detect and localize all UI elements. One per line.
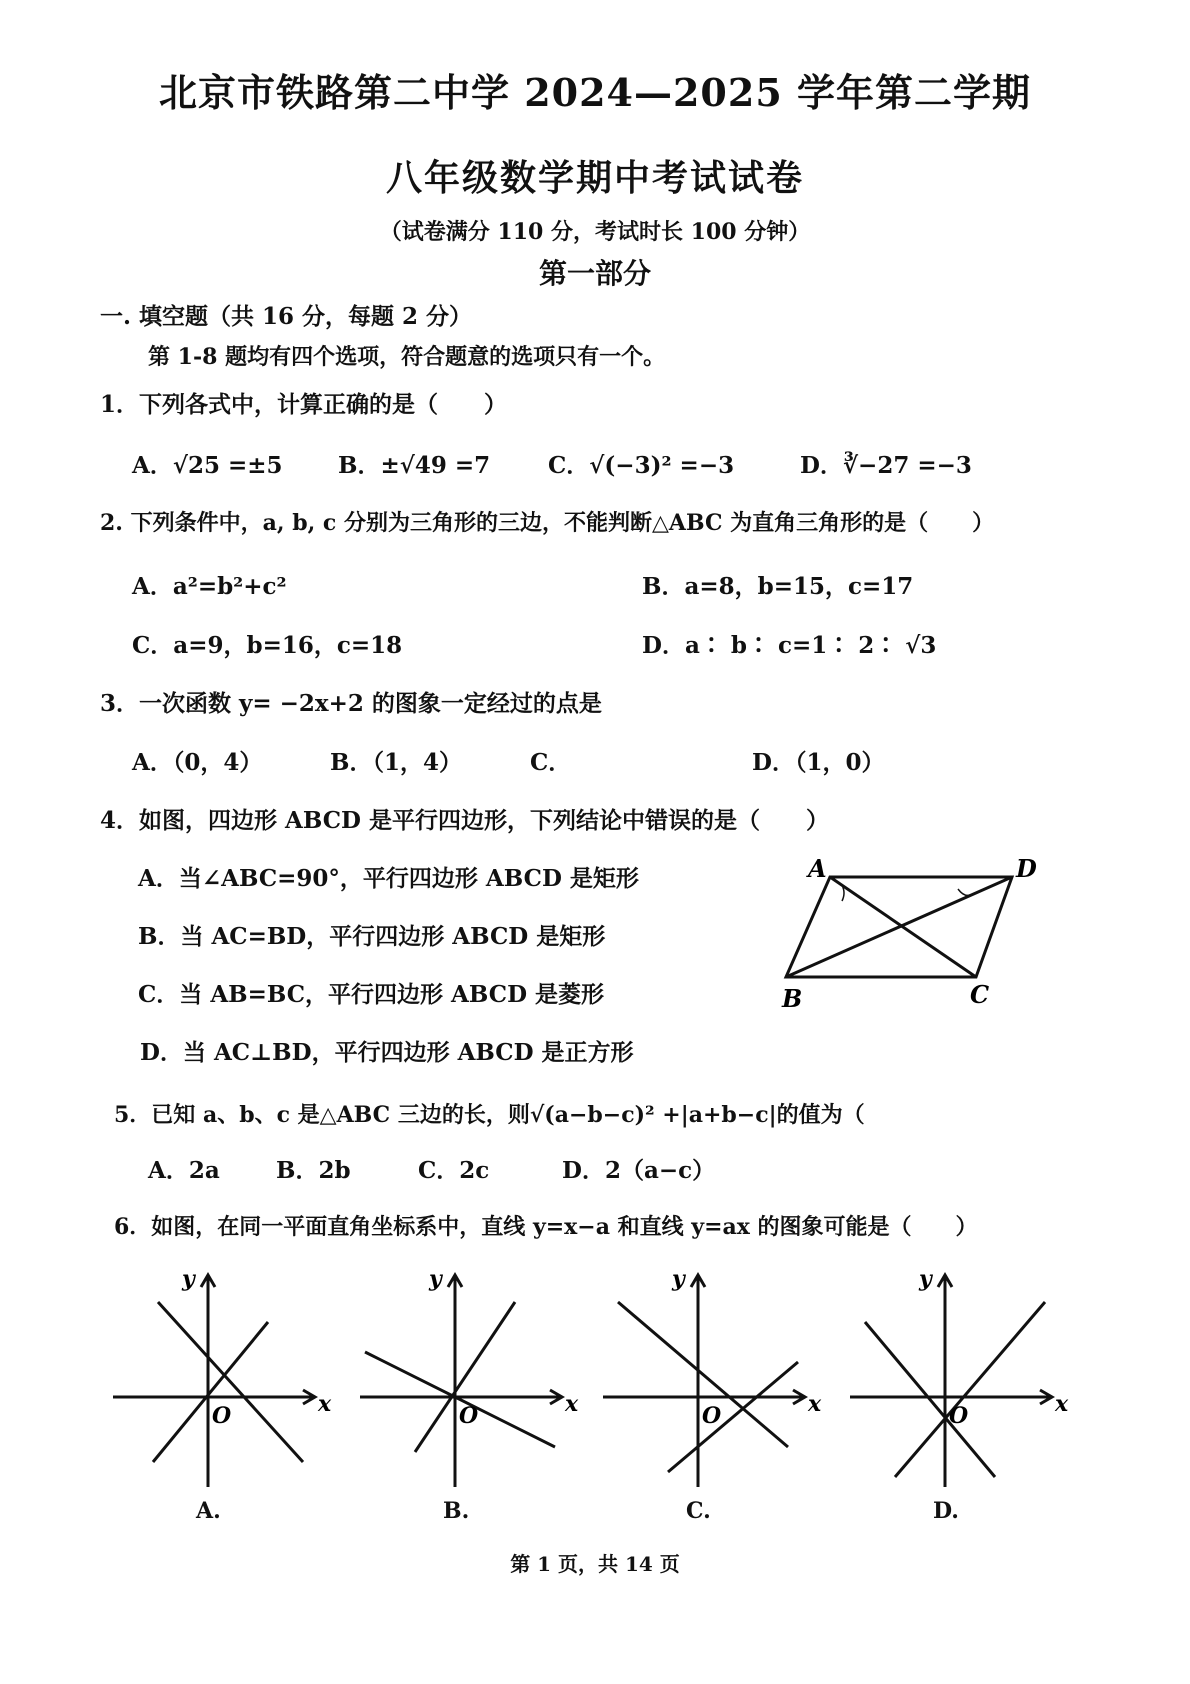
q4-option-b: B．当 AC=BD，平行四边形 ABCD 是矩形	[138, 923, 606, 950]
graph-line-2	[153, 1322, 268, 1462]
school-title: 北京市铁路第二中学 2024—2025 学年第二学期	[159, 70, 1031, 115]
q4-parallelogram-figure	[780, 855, 1060, 1015]
diagonal-ac	[830, 877, 976, 977]
page-footer: 第 1 页，共 14 页	[510, 1552, 680, 1576]
origin-label: O	[702, 1403, 722, 1429]
axis-x-label: x	[565, 1391, 579, 1417]
section-note: 第 1-8 题均有四个选项，符合题意的选项只有一个。	[148, 344, 666, 370]
label-d: D	[1016, 855, 1037, 883]
exam-info: （试卷满分 110 分，考试时长 100 分钟）	[379, 219, 811, 245]
q3-option-c: C．	[530, 749, 572, 776]
q6-option-label-b: B.	[443, 1498, 470, 1524]
q2-stem: 2. 下列条件中，a, b, c 分别为三角形的三边，不能判断△ABC 为直角三角形的是（ ）	[100, 510, 995, 536]
axis-y-label: y	[672, 1266, 685, 1292]
q4-option-c: C．当 AB=BC，平行四边形 ABCD 是菱形	[138, 981, 605, 1008]
axis-x-label: x	[808, 1391, 822, 1417]
angle-mark-a	[842, 885, 844, 901]
origin-label: O	[459, 1403, 479, 1429]
q6-option-label-a: A.	[196, 1498, 221, 1524]
graph-line-2	[895, 1302, 1045, 1477]
part-title: 第一部分	[538, 257, 651, 290]
q6-option-label-c: C.	[686, 1498, 711, 1524]
q2-option-a: A．a²=b²+c²	[132, 573, 287, 600]
q5-option-a: A．2a	[148, 1157, 220, 1184]
q5-option-b: B．2b	[276, 1157, 351, 1184]
q5-option-c: C．2c	[418, 1157, 490, 1184]
q4-stem: 4．如图，四边形 ABCD 是平行四边形，下列结论中错误的是（ ）	[100, 807, 829, 834]
q6-option-label-d: D.	[933, 1498, 959, 1524]
graph-line-1	[158, 1302, 303, 1462]
axis-x-label: x	[1055, 1391, 1069, 1417]
q5-stem: 5．已知 a、b、c 是△ABC 三边的长，则√(a−b−c)² +|a+b−c|的值为（	[114, 1102, 865, 1128]
exam-title: 八年级数学期中考试试卷	[385, 157, 804, 199]
q1-option-c: C．√(−3)² =−3	[548, 452, 735, 479]
graph-line-2	[415, 1302, 515, 1452]
graph-line-2	[668, 1362, 798, 1472]
angle-mark-d	[958, 889, 970, 895]
q2-option-c: C．a=9，b=16，c=18	[132, 632, 403, 659]
q4-option-d: D．当 AC⊥BD，平行四边形 ABCD 是正方形	[140, 1039, 634, 1066]
diagonal-bd	[786, 877, 1012, 977]
axis-y-label: y	[182, 1266, 195, 1292]
q4-option-a: A．当∠ABC=90°，平行四边形 ABCD 是矩形	[138, 865, 639, 892]
graph-line-1	[865, 1322, 995, 1477]
q1-option-a: A．√25 =±5	[132, 452, 283, 479]
q6-graph-d	[845, 1262, 1075, 1512]
label-c: C	[970, 980, 990, 1009]
q1-option-b: B．±√49 =7	[338, 452, 491, 479]
q1-option-d: D．∛−27 =−3	[800, 452, 972, 479]
q6-stem: 6．如图，在同一平面直角坐标系中，直线 y=x−a 和直线 y=ax 的图象可能是（ ）	[114, 1214, 978, 1240]
q5-option-d: D．2（a−c）	[562, 1157, 716, 1184]
q3-option-d: D．（1，0）	[752, 749, 885, 776]
axis-y-label: y	[919, 1266, 932, 1292]
q2-option-d: D．a∶ b∶ c=1∶ 2∶ √3	[642, 632, 937, 659]
label-a: A	[808, 855, 827, 883]
label-b: B	[782, 984, 803, 1013]
origin-label: O	[949, 1403, 969, 1429]
section-heading: 一. 填空题（共 16 分，每题 2 分）	[100, 303, 473, 330]
q6-graph-b	[355, 1262, 585, 1512]
q6-graph-a	[108, 1262, 338, 1512]
q6-graph-c	[598, 1262, 828, 1512]
q2-option-b: B．a=8，b=15，c=17	[642, 573, 914, 600]
q1-stem: 1．下列各式中，计算正确的是（ ）	[100, 391, 508, 418]
q3-option-b: B．（1，4）	[330, 749, 462, 776]
graph-line-1	[365, 1352, 555, 1447]
axis-y-label: y	[429, 1266, 442, 1292]
q3-option-a: A．（0，4）	[132, 749, 263, 776]
origin-label: O	[212, 1403, 232, 1429]
q3-stem: 3．一次函数 y= −2x+2 的图象一定经过的点是	[100, 690, 602, 717]
axis-x-label: x	[318, 1391, 332, 1417]
